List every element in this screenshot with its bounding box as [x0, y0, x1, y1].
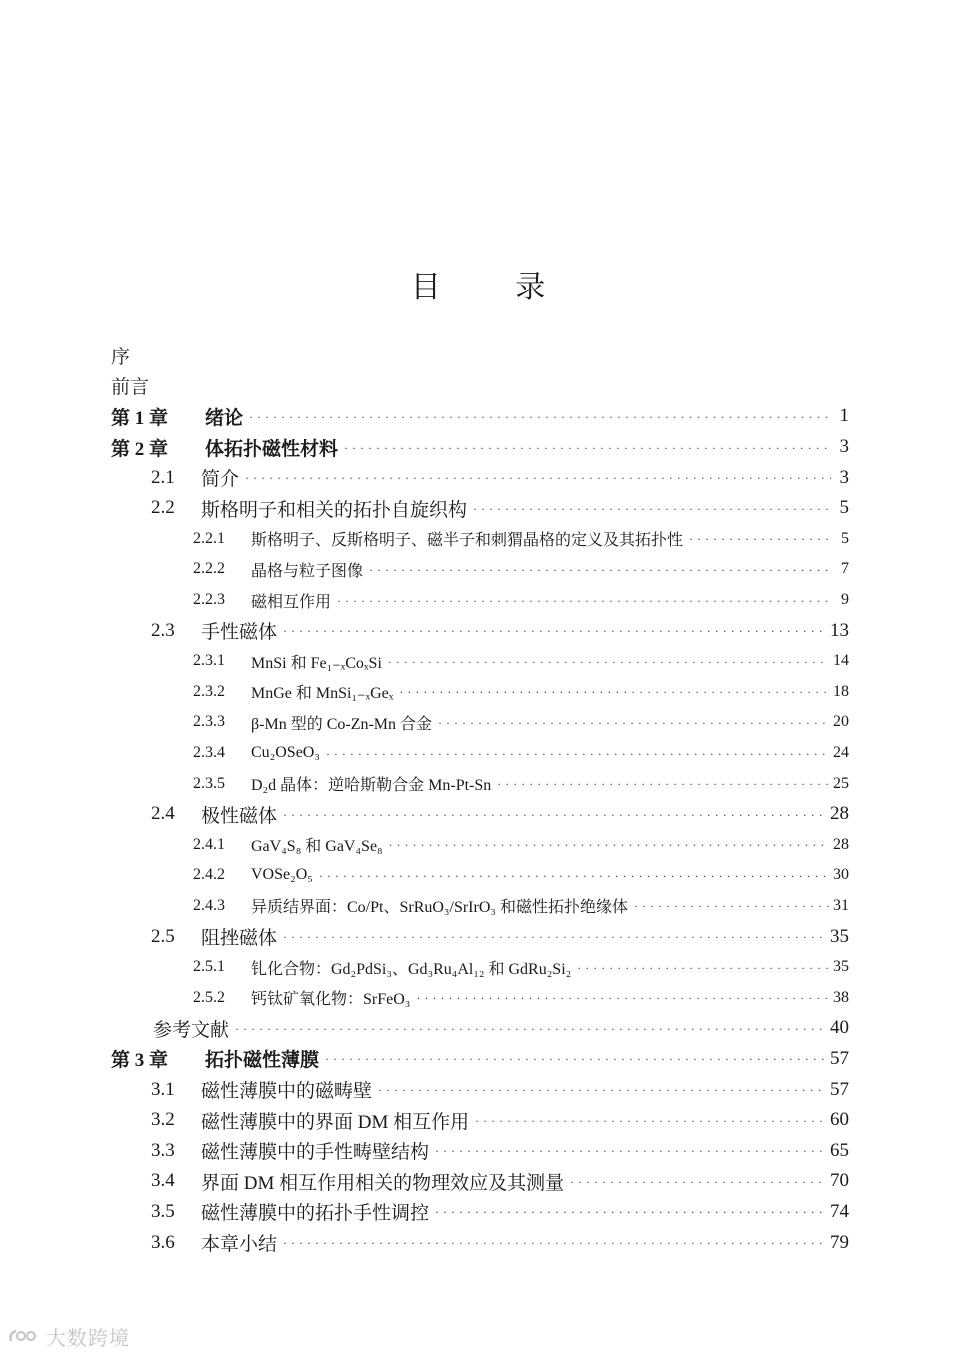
toc-number: 3.1 [151, 1078, 175, 1100]
leader-dots [389, 838, 829, 853]
toc-page-number: 18 [833, 682, 849, 700]
toc-entry[interactable] [111, 1227, 849, 1258]
toc-label: 磁性薄膜中的界面 DM 相互作用 [201, 1111, 470, 1133]
leader-dots [325, 1052, 826, 1067]
toc-entry[interactable] [111, 585, 849, 616]
leader-dots [497, 777, 829, 792]
toc-entry[interactable] [111, 738, 849, 769]
toc-entry[interactable] [111, 1166, 849, 1197]
toc-label: 序 [111, 346, 131, 368]
leader-dots [283, 1236, 826, 1251]
toc-entry[interactable] [111, 554, 849, 585]
toc-label: 界面 DM 相互作用相关的物理效应及其测量 [201, 1172, 565, 1194]
toc-page-number: 3 [839, 466, 849, 488]
watermark [8, 1322, 130, 1351]
toc-label: D₂d 晶体：逆哈斯勒合金 Mn-Pt-Sn [251, 777, 492, 795]
toc-number: 2.3.1 [193, 652, 225, 670]
toc-label: 磁性薄膜中的磁畴壁 [201, 1081, 373, 1103]
toc-entry[interactable] [111, 493, 849, 524]
toc-page-number: 28 [833, 835, 849, 853]
toc-page-number: 14 [833, 652, 849, 670]
leader-dots [473, 502, 831, 517]
toc-entry[interactable] [111, 646, 849, 677]
toc-entry[interactable] [111, 799, 849, 830]
toc-number: 2.2 [151, 497, 175, 519]
leader-dots [245, 471, 831, 486]
toc-page-number: 70 [830, 1170, 849, 1192]
toc-page-number: 40 [830, 1017, 849, 1039]
toc-page-number: 65 [830, 1139, 849, 1161]
toc-number: 第 2 章 [111, 438, 169, 460]
toc-label: 本章小结 [201, 1234, 278, 1256]
toc-entry[interactable] [111, 921, 849, 952]
toc-entry[interactable] [111, 677, 849, 708]
leader-dots [249, 410, 831, 425]
leader-dots [438, 716, 829, 731]
leader-dots [577, 961, 829, 976]
toc-page-number: 35 [833, 958, 849, 976]
leader-dots [475, 1114, 826, 1129]
leader-dots [570, 1175, 826, 1190]
leader-dots [283, 624, 826, 639]
toc-entry[interactable] [111, 462, 849, 493]
toc-label: MnGe 和 MnSi₁₋ₓGeₓ [251, 685, 394, 703]
toc-number: 2.2.2 [193, 560, 225, 578]
toc-page-number: 60 [830, 1109, 849, 1131]
toc-number: 2.4.2 [193, 866, 225, 884]
toc-entry[interactable] [111, 524, 849, 555]
toc-label: 体拓扑磁性材料 [205, 438, 339, 460]
toc-label: 阻挫磁体 [201, 928, 278, 950]
toc-page-number: 57 [830, 1078, 849, 1100]
toc-page-number: 25 [833, 774, 849, 792]
toc-entry[interactable] [111, 860, 849, 891]
toc-number: 2.1 [151, 466, 175, 488]
toc-number: 2.3.4 [193, 744, 225, 762]
toc-number: 2.3.2 [193, 682, 225, 700]
toc-page-number: 24 [833, 744, 849, 762]
toc-entry[interactable] [111, 707, 849, 738]
toc-entry[interactable] [111, 768, 849, 799]
toc-number: 3.3 [151, 1139, 175, 1161]
toc-number: 3.5 [151, 1200, 175, 1222]
toc-entry[interactable] [111, 1044, 849, 1075]
leader-dots [378, 1083, 826, 1098]
toc-label: 拓扑磁性薄膜 [205, 1050, 320, 1072]
toc-label: Cu₂OSeO₃ [251, 744, 320, 762]
toc-label: 磁性薄膜中的手性畴壁结构 [201, 1142, 430, 1164]
toc-number: 2.5.2 [193, 988, 225, 1006]
toc-page-number: 9 [841, 591, 849, 609]
toc-label: 简介 [201, 469, 240, 491]
title-char-2: 录 [515, 271, 548, 304]
title-char-1: 目 [410, 271, 443, 304]
toc-number: 3.6 [151, 1231, 175, 1253]
brand-logo-icon [8, 1326, 42, 1350]
toc-label: 磁性薄膜中的拓扑手性调控 [201, 1203, 430, 1225]
leader-dots [399, 685, 829, 700]
toc-label: 参考文献 [153, 1019, 230, 1041]
toc-label: 斯格明子、反斯格明子、磁半子和刺猬晶格的定义及其拓扑性 [251, 532, 684, 550]
toc-page-number: 1 [839, 405, 849, 427]
table-of-contents [111, 340, 849, 1258]
toc-label: GaV₄S₈ 和 GaV₄Se₈ [251, 838, 383, 856]
toc-front-preface[interactable] [111, 340, 849, 371]
toc-page-number: 30 [833, 866, 849, 884]
toc-entry[interactable] [111, 1013, 849, 1044]
toc-page-number: 7 [841, 560, 849, 578]
leader-dots [634, 899, 829, 914]
toc-label: 磁相互作用 [251, 593, 332, 611]
toc-number: 2.4 [151, 803, 175, 825]
leader-dots [416, 991, 829, 1006]
toc-entry[interactable] [111, 952, 849, 983]
toc-number: 2.2.1 [193, 529, 225, 547]
leader-dots [689, 532, 831, 547]
toc-entry[interactable] [111, 1135, 849, 1166]
toc-entry[interactable] [111, 1197, 849, 1228]
leader-dots [435, 1205, 826, 1220]
toc-entry[interactable] [111, 1105, 849, 1136]
toc-page-number: 79 [830, 1231, 849, 1253]
toc-entry[interactable] [111, 615, 849, 646]
toc-page-number: 5 [841, 529, 849, 547]
toc-label: 异质结界面：Co/Pt、SrRuO₃/SrIrO₃ 和磁性拓扑绝缘体 [251, 899, 628, 917]
toc-label: 斯格明子和相关的拓扑自旋织构 [201, 499, 468, 521]
toc-front-foreword[interactable] [111, 371, 849, 402]
toc-page-number: 13 [830, 619, 849, 641]
toc-page-number: 31 [833, 896, 849, 914]
toc-label: 手性磁体 [201, 622, 278, 644]
toc-label: 绪论 [205, 407, 244, 429]
toc-page-number: 3 [839, 436, 849, 458]
leader-dots [326, 747, 829, 762]
toc-number: 2.4.1 [193, 835, 225, 853]
toc-entry[interactable] [111, 432, 849, 463]
toc-entry[interactable] [111, 891, 849, 922]
toc-entry[interactable] [111, 830, 849, 861]
toc-number: 2.4.3 [193, 896, 225, 914]
leader-dots [337, 594, 831, 609]
toc-number: 2.3 [151, 619, 175, 641]
toc-number: 2.5.1 [193, 958, 225, 976]
toc-label: 钆化合物：Gd₂PdSi₃、Gd₃Ru₄Al₁₂ 和 GdRu₂Si₂ [251, 960, 572, 978]
leader-dots [344, 441, 831, 456]
toc-label: 前言 [111, 377, 150, 399]
toc-entry[interactable] [111, 401, 849, 432]
leader-dots [369, 563, 831, 578]
toc-number: 3.2 [151, 1109, 175, 1131]
toc-label: 钙钛矿氧化物：SrFeO₃ [251, 991, 411, 1009]
toc-page-number: 5 [839, 497, 849, 519]
toc-title [0, 262, 958, 306]
toc-page-number: 35 [830, 925, 849, 947]
toc-number: 2.2.3 [193, 591, 225, 609]
toc-number: 3.4 [151, 1170, 175, 1192]
leader-dots [283, 808, 826, 823]
toc-number: 2.3.3 [193, 713, 225, 731]
toc-page-number: 57 [830, 1047, 849, 1069]
toc-number: 第 1 章 [111, 407, 169, 429]
toc-page-number: 20 [833, 713, 849, 731]
toc-label: VOSe₂O₅ [251, 866, 313, 884]
toc-label: 极性磁体 [201, 805, 278, 827]
toc-page-number: 28 [830, 803, 849, 825]
toc-number: 第 3 章 [111, 1050, 169, 1072]
toc-entry[interactable] [111, 982, 849, 1013]
leader-dots [235, 1022, 826, 1037]
toc-label: MnSi 和 Fe₁₋ₓCoₓSi [251, 654, 382, 672]
leader-dots [435, 1144, 826, 1159]
leader-dots [319, 869, 829, 884]
toc-label: β-Mn 型的 Co-Zn-Mn 合金 [251, 715, 433, 733]
toc-label: 晶格与粒子图像 [251, 562, 364, 580]
toc-number: 2.3.5 [193, 774, 225, 792]
leader-dots [283, 930, 826, 945]
toc-number: 2.5 [151, 925, 175, 947]
toc-page-number: 38 [833, 988, 849, 1006]
toc-page-number: 74 [830, 1200, 849, 1222]
leader-dots [388, 655, 829, 670]
toc-entry[interactable] [111, 1074, 849, 1105]
watermark-text: 大数跨境 [46, 1326, 130, 1350]
